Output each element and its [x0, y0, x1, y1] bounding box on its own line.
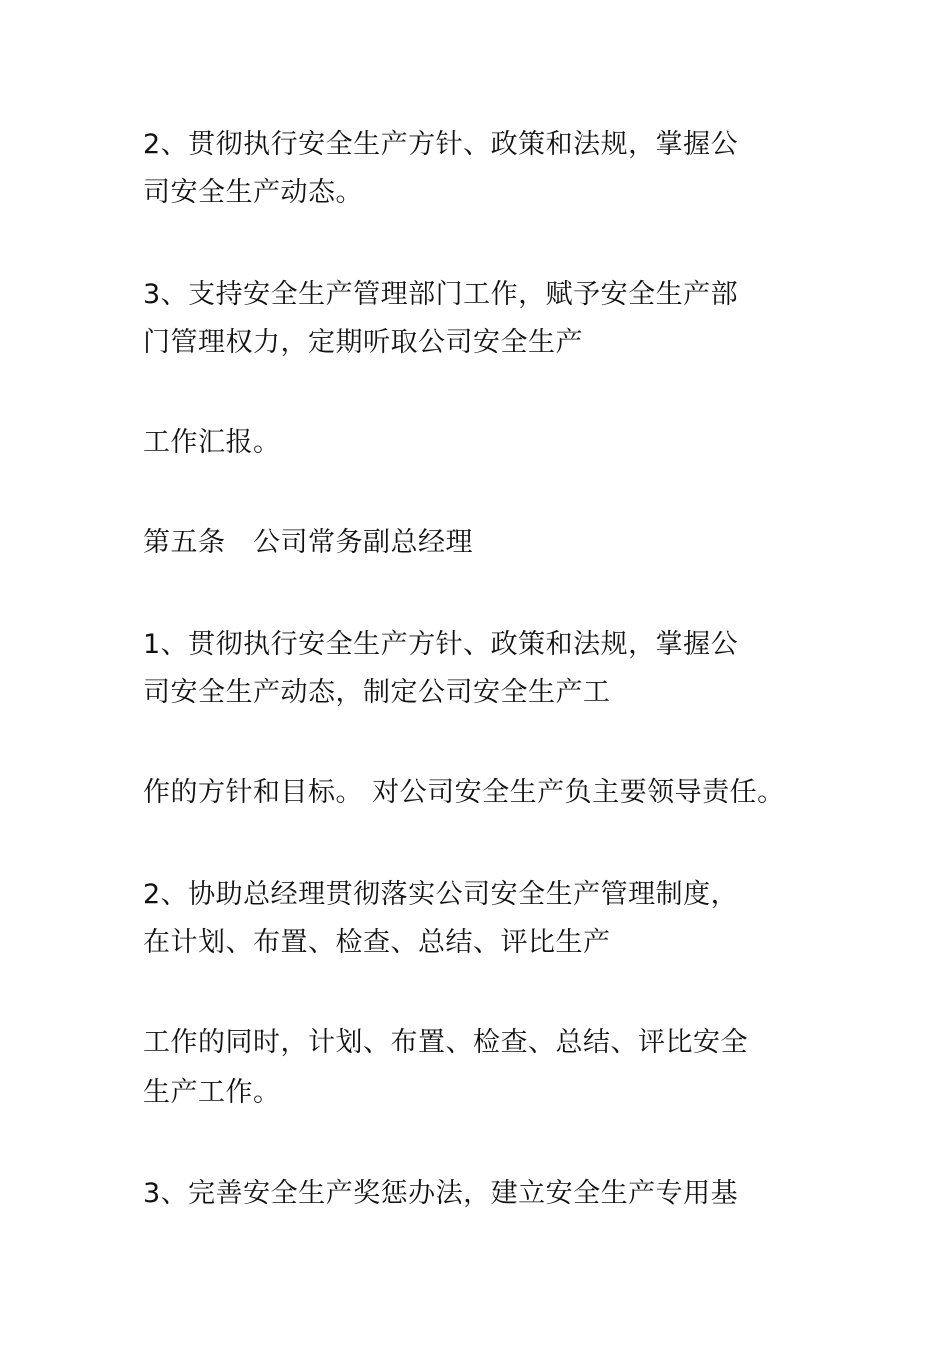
- text-line: 作的方针和目标。 对公司安全生产负主要领导责任。: [143, 777, 785, 808]
- text-line: 3、完善安全生产奖惩办法，建立安全生产专用基: [143, 1178, 739, 1209]
- text-line: 在计划、布置、检查、总结、评比生产: [143, 927, 611, 958]
- text-line: 工作汇报。: [143, 427, 281, 458]
- text-line: 生产工作。: [143, 1077, 281, 1108]
- text-line: 工作的同时，计划、布置、检查、总结、评比安全: [143, 1027, 748, 1058]
- text-line: 2、协助总经理贯彻落实公司安全生产管理制度，: [143, 879, 739, 910]
- text-line: 2、贯彻执行安全生产方针、政策和法规，掌握公: [143, 129, 739, 160]
- text-line: 司安全生产动态，制定公司安全生产工: [143, 677, 611, 708]
- text-line: 3、支持安全生产管理部门工作，赋予安全生产部: [143, 279, 739, 310]
- text-line: 1、贯彻执行安全生产方针、政策和法规，掌握公: [143, 629, 739, 660]
- text-line: 司安全生产动态。: [143, 177, 363, 208]
- section-heading: 第五条 公司常务副总经理: [143, 527, 473, 558]
- text-line: 门管理权力，定期听取公司安全生产: [143, 327, 583, 358]
